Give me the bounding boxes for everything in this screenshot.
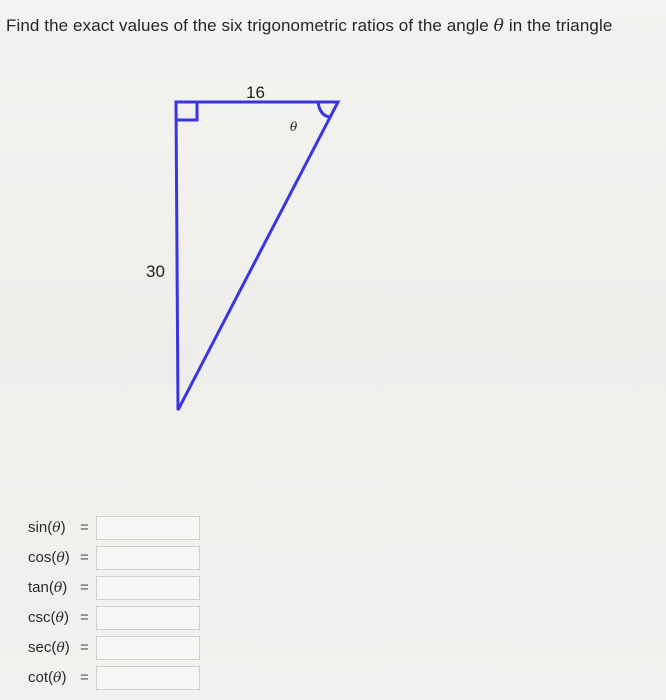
- equals-sign: =: [80, 669, 89, 686]
- cos-answer-input[interactable]: [96, 546, 200, 570]
- cos-label: cos(θ): [28, 549, 70, 566]
- equals-sign: =: [80, 579, 89, 596]
- answer-row-csc: [0, 605, 260, 635]
- answer-row-cot: [0, 665, 260, 695]
- cot-answer-input[interactable]: [96, 666, 200, 690]
- angle-label: θ: [290, 120, 298, 134]
- left-side-label: 30: [146, 262, 165, 281]
- top-side-label: 16: [246, 83, 265, 102]
- sec-label: sec(θ): [28, 639, 70, 656]
- sec-answer-input[interactable]: [96, 636, 200, 660]
- right-angle-marker: [176, 102, 197, 120]
- csc-label: csc(θ): [28, 609, 69, 626]
- angle-arc: [318, 102, 330, 117]
- right-triangle: [176, 102, 338, 410]
- sin-answer-input[interactable]: [96, 516, 200, 540]
- answer-row-sec: [0, 635, 260, 665]
- sin-label: sin(θ): [28, 519, 66, 536]
- equals-sign: =: [80, 639, 89, 656]
- cot-label: cot(θ): [28, 669, 67, 686]
- answer-row-sin: [0, 515, 260, 545]
- question-angle-symbol: θ: [493, 16, 505, 36]
- equals-sign: =: [80, 549, 89, 566]
- question-prefix: Find the exact values of the six trigonometric ratios of the angle: [6, 16, 494, 35]
- answer-row-cos: [0, 545, 260, 575]
- equals-sign: =: [80, 519, 89, 536]
- csc-answer-input[interactable]: [96, 606, 200, 630]
- question-suffix: in the triangle: [504, 16, 613, 35]
- tan-answer-input[interactable]: [96, 576, 200, 600]
- tan-label: tan(θ): [28, 579, 68, 596]
- equals-sign: =: [80, 609, 89, 626]
- answer-row-tan: [0, 575, 260, 605]
